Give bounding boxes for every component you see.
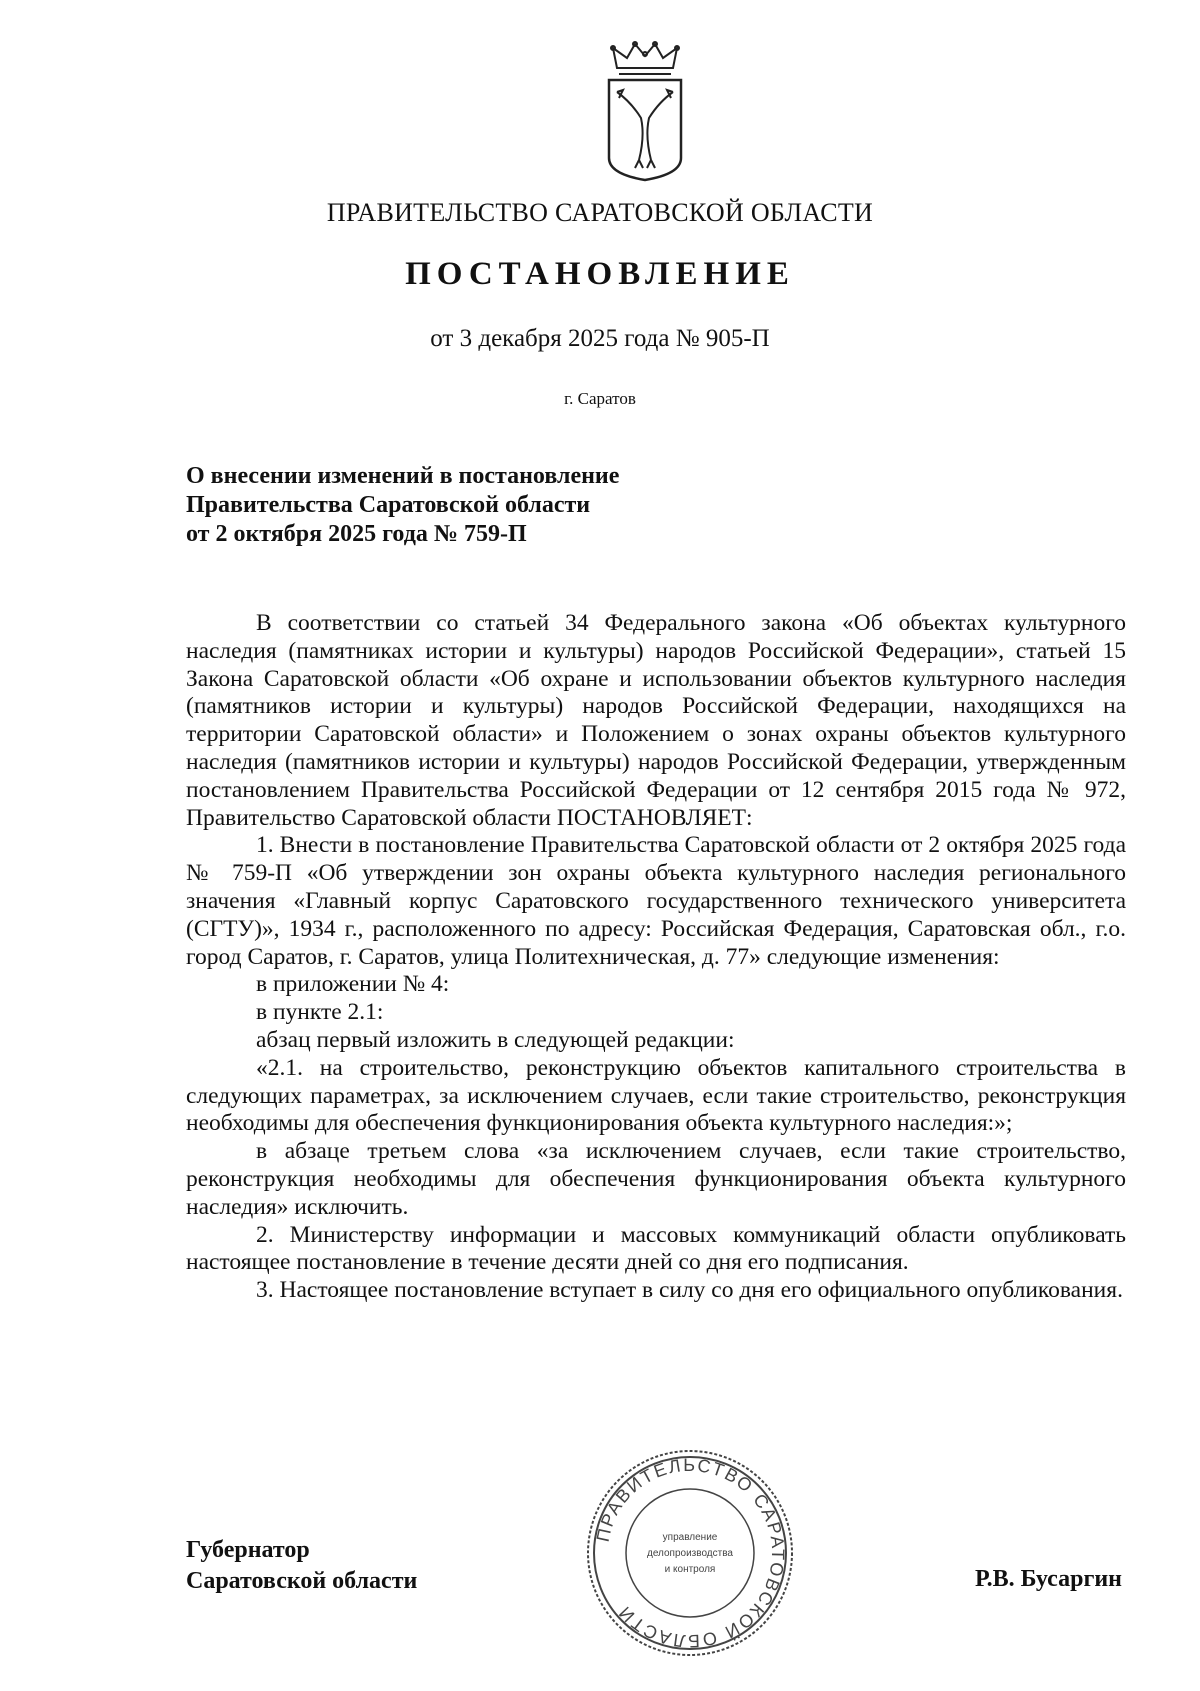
government-name: ПРАВИТЕЛЬСТВО САРАТОВСКОЙ ОБЛАСТИ [326, 198, 874, 227]
subject-line-1: О внесении изменений в постановление [186, 463, 620, 489]
item-2-paragraph: 2. Министерству информации и массовых коммуникаций области опубликовать настоящее постановление в течение десяти дней со дня его подписания. [186, 1221, 1126, 1276]
subject-line-2: Правительства Саратовской области [186, 492, 591, 518]
item-3-paragraph: 3. Настоящее постановление вступает в силу со дня его официального опубликования. [256, 1277, 1123, 1304]
stamp-inner-line-3: и контроля [664, 1564, 716, 1575]
official-stamp [585, 1448, 795, 1658]
signer-position-line-2: Саратовской области [186, 1568, 418, 1594]
document-date-number: от 3 декабря 2025 года № 905-П [430, 325, 770, 352]
document-body [186, 610, 1126, 1305]
document-city: г. Саратов [564, 389, 636, 408]
item-1-paragraph-intro: абзац первый изложить в следующей редакции: [256, 1026, 735, 1053]
stamp-inner-line-1: управление [662, 1532, 718, 1543]
item-1-appendix: в приложении № 4: [256, 971, 450, 998]
item-1-paragraph: 1. Внести в постановление Правительства Саратовской области от 2 октября 2025 года № 759-П «Об утверждении зон охраны объекта культурного наследия регионального значения «Главный корпус Саратовского государственного технического университета (СГТУ)», 1934 г., расположенного по адресу: Российская Федерация, Саратовская обл., г.о. город Саратов, г. Саратов, улица Политехническая, д. 77» следующие изменения: [186, 832, 1126, 970]
stamp-outer-text: ПРАВИТЕЛЬСТВО САРАТОВСКОЙ ОБЛАСТИ [592, 1454, 789, 1652]
subject-line-3: от 2 октября 2025 года № 759-П [186, 521, 527, 547]
item-1-new-text: «2.1. на строительство, реконструкцию объектов капитального строительства в следующих параметрах, за исключением случаев, если такие строительство, реконструкция необходимы для обеспечения функционирования объекта культурного наследия:»; [186, 1054, 1126, 1137]
document-subject [186, 462, 619, 549]
signer-position-line-1: Губернатор [186, 1537, 310, 1563]
stamp-inner-line-2: делопроизводства [646, 1548, 734, 1559]
coat-of-arms-icon [595, 40, 695, 182]
item-1-point: в пункте 2.1: [256, 999, 384, 1026]
signer-name: Р.В. Бусаргин [974, 1566, 1122, 1592]
document-type: ПОСТАНОВЛЕНИЕ [405, 256, 795, 292]
signer-position [186, 1535, 417, 1597]
item-1-third-paragraph: в абзаце третьем слова «за исключением случаев, если такие строительство, реконструкция необходимы для обеспечения функционирования объекта культурного наследия» исключить. [186, 1138, 1126, 1220]
preamble-paragraph: В соответствии со статьей 34 Федерального закона «Об объектах культурного наследия (памятниках истории и культуры) народов Российской Федерации», статьей 15 Закона Саратовской области «Об охране и использовании объектов культурного наследия (памятников истории и культуры) народов Российской Федерации, находящихся на территории Саратовской области» и Положением о зонах охраны объектов культурного наследия (памятников истории и культуры) народов Российской Федерации, утвержденным постановлением Правительства Российской Федерации от 12 сентября 2015 года № 972, Правительство Саратовской области ПОСТАНОВЛЯЕТ: [186, 610, 1126, 831]
